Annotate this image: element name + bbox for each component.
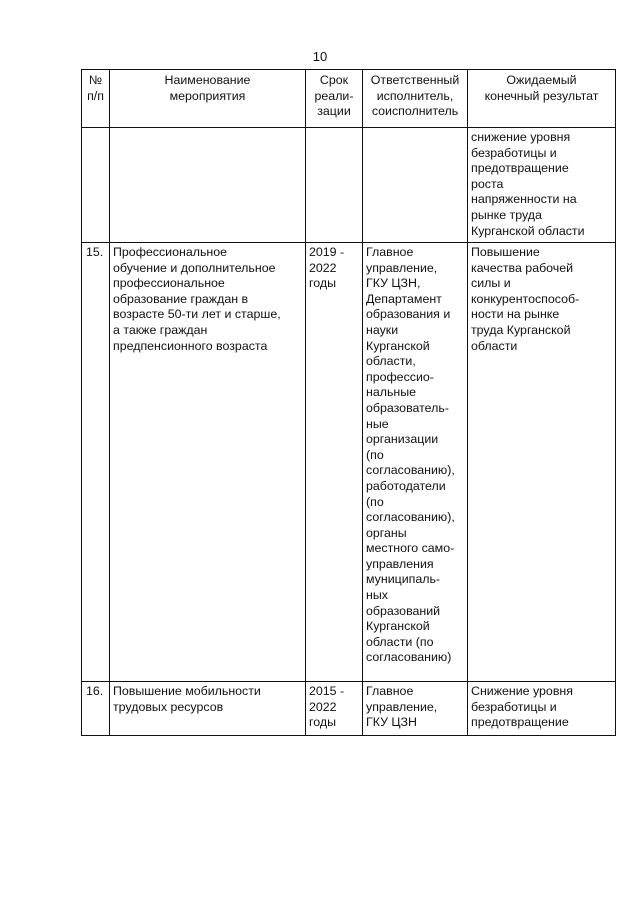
header-term: Срок реали- зации xyxy=(306,70,363,128)
header-executor: Ответственный исполнитель, соисполнитель xyxy=(363,70,468,128)
cell-term: 2015 - 2022 годы xyxy=(306,682,363,736)
cell-result: снижение уровня безработицы и предотвращение роста напряженности на рынке труда Курганской области xyxy=(468,128,616,243)
cell-term: 2019 - 2022 годы xyxy=(306,243,363,682)
measures-table xyxy=(81,69,616,736)
table-row xyxy=(82,243,616,682)
table-header-row xyxy=(82,70,616,128)
cell-executor: Главное управление, ГКУ ЦЗН, Департамент образования и науки Курганской области, профессио- нальные образователь- ные организации (по согласованию), работодатели (по согласованию), органы местного само- управления муниципаль- ных образований Курганской области (по согласованию) xyxy=(363,243,468,682)
cell-executor: Главное управление, ГКУ ЦЗН xyxy=(363,682,468,736)
page-number: 10 xyxy=(312,49,328,64)
cell-num: 16. xyxy=(82,682,110,736)
header-result: Ожидаемый конечный результат xyxy=(468,70,616,128)
cell-name: Профессиональное обучение и дополнительное профессиональное образование граждан в возрасте 50-ти лет и старше, а также граждан предпенсионного возраста xyxy=(110,243,306,682)
table-row xyxy=(82,128,616,243)
cell-executor xyxy=(363,128,468,243)
cell-result: Снижение уровня безработицы и предотвращение xyxy=(468,682,616,736)
cell-term xyxy=(306,128,363,243)
cell-num: 15. xyxy=(82,243,110,682)
cell-result: Повышение качества рабочей силы и конкурентоспособ- ности на рынке труда Курганской области xyxy=(468,243,616,682)
cell-num xyxy=(82,128,110,243)
table-row xyxy=(82,682,616,736)
header-num: № п/п xyxy=(82,70,110,128)
cell-name: Повышение мобильности трудовых ресурсов xyxy=(110,682,306,736)
header-name: Наименование мероприятия xyxy=(110,70,306,128)
cell-name xyxy=(110,128,306,243)
